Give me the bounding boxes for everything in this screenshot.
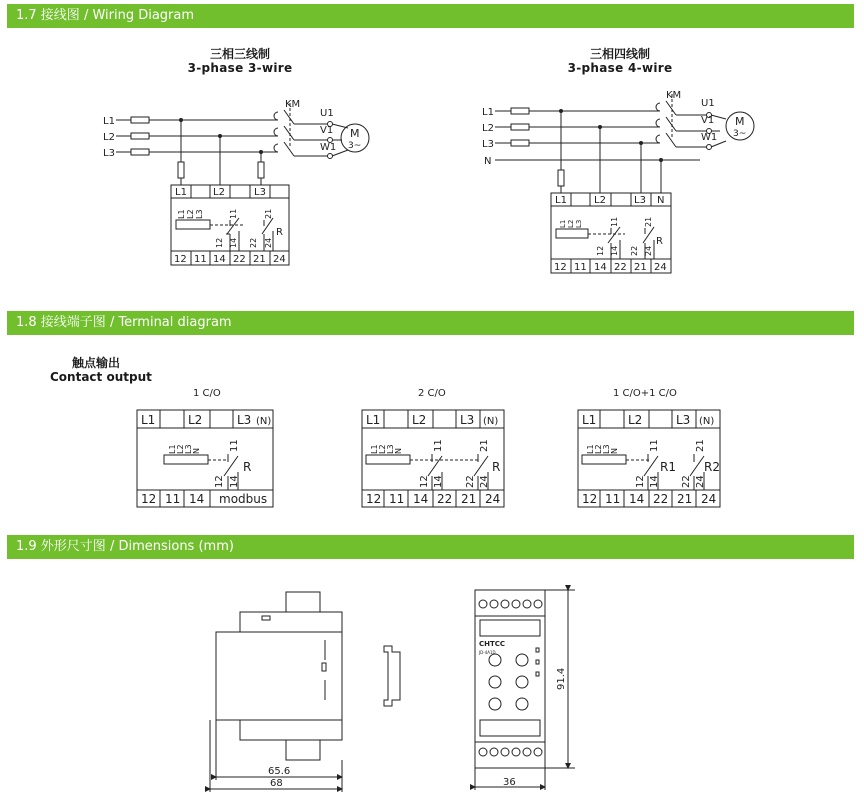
line-l3-label: L3 [103,148,115,159]
t1-contact-14: 14 [229,475,240,488]
motor4-sub-label: 3~ [733,129,747,139]
t2-top-l2: L2 [412,413,427,427]
section-wiring-header: 1.7 接线图 / Wiring Diagram [7,4,854,28]
bottom-term-21: 21 [253,254,266,265]
relay4-r-label: R [656,236,663,247]
motor-sub-label: 3~ [348,141,362,151]
variant-2co-label: 2 C/O [418,388,446,399]
inner4-l3: L3 [575,219,583,228]
bottom-term-14: 14 [213,254,226,265]
contact4-14: 14 [610,245,619,256]
t2-bottom-11: 11 [389,492,405,506]
contact4-21: 21 [644,216,653,227]
bottom-term-22: 22 [233,254,246,265]
contact-output-cn: 触点输出 [72,356,121,370]
t2-bottom-22: 22 [437,492,453,506]
contact-21: 21 [264,208,273,219]
t1-relay-r: R [243,460,252,474]
variant-1co-label: 1 C/O [193,388,221,399]
section-terminal-header: 1.8 接线端子图 / Terminal diagram [7,311,854,335]
t3-contact-22: 22 [681,475,692,488]
bottom-term-11: 11 [194,254,207,265]
bottom4-term-24: 24 [654,262,667,273]
t2-inner-n: N [394,448,403,454]
t2-bottom-24: 24 [485,492,501,506]
km4-label: KM [666,90,682,101]
contact-14: 14 [229,237,238,248]
contact-11: 11 [229,208,238,219]
t3-inner-n: N [610,448,619,454]
line4-n-label: N [484,156,492,167]
t2-inner-l1: L1 [370,444,379,454]
t3-top-l2: L2 [628,413,643,427]
t3-inner-l3: L3 [602,444,611,454]
top4-term-n: N [657,195,665,206]
bottom4-term-11: 11 [574,262,587,273]
t1-inner-l3: L3 [184,444,193,454]
t3-bottom-12: 12 [582,492,598,506]
t1-inner-n: N [192,448,201,454]
t3-top-l1: L1 [582,413,597,427]
t2-contact-24: 24 [479,475,490,488]
t1-contact-12: 12 [214,475,225,488]
contact4-22: 22 [630,245,639,256]
section-dimensions-header: 1.9 外形尺寸图 / Dimensions (mm) [7,535,854,559]
side-view-drawing [210,592,342,792]
t3-inner-l1: L1 [586,444,595,454]
t1-bottom-14: 14 [189,492,205,506]
contact4-11: 11 [610,216,619,227]
t3-top-n: (N) [699,416,715,427]
bottom4-term-22: 22 [614,262,627,273]
bottom4-term-21: 21 [634,262,647,273]
t1-bottom-modbus: modbus [219,492,268,506]
contact-24: 24 [264,237,273,248]
contact-22: 22 [249,237,258,248]
w1-label: W1 [320,142,337,153]
t2-contact-22: 22 [465,475,476,488]
t3-relay-r1: R1 [660,460,676,474]
u1-label: U1 [320,108,334,119]
inner-l1: L1 [177,209,186,219]
contact4-24: 24 [644,245,653,256]
line-l2-label: L2 [103,132,115,143]
motor4-m-label: M [735,115,745,128]
din-rail [384,646,400,706]
contact4-12: 12 [596,245,605,256]
t2-bottom-21: 21 [461,492,477,506]
t3-contact-12: 12 [635,475,646,488]
inner4-l1: L1 [559,219,567,228]
t1-top-l2: L2 [188,413,203,427]
inner4-l2: L2 [567,219,575,228]
v1-4-label: V1 [701,115,715,126]
four-wire-diagram [495,94,754,273]
contact-output-en: Contact output [50,370,152,384]
dim-height: 91.4 [556,667,567,690]
t1-top-l3: L3 [237,413,252,427]
inner-l2: L2 [186,209,195,219]
t3-bottom-22: 22 [653,492,669,506]
line4-l1-label: L1 [482,107,494,118]
top4-term-l2: L2 [594,195,606,206]
t2-top-n: (N) [483,416,499,427]
t1-bottom-12: 12 [141,492,157,506]
t3-relay-r2: R2 [704,460,720,474]
u1-4-label: U1 [701,98,715,109]
t3-contact-21: 21 [695,439,706,452]
four-wire-title-en: 3-phase 4-wire [567,61,673,75]
v1-label: V1 [320,125,334,136]
t3-bottom-24: 24 [701,492,717,506]
contact-12: 12 [215,237,224,248]
t1-contact-11: 11 [229,439,240,452]
t2-bottom-12: 12 [366,492,382,506]
model-text: JD-4A1D [479,650,496,655]
t2-relay-r: R [492,460,501,474]
t1-inner-l1: L1 [168,444,177,454]
t1-top-n: (N) [256,416,272,427]
t2-top-l1: L1 [366,413,381,427]
t1-top-l1: L1 [141,413,156,427]
t3-contact-24: 24 [695,475,706,488]
t2-top-l3: L3 [460,413,475,427]
line-l1-label: L1 [103,116,115,127]
inner-l3: L3 [195,209,204,219]
top-term-l2: L2 [213,187,225,198]
three-wire-title-cn: 三相三线制 [209,47,270,61]
line4-l3-label: L3 [482,139,494,150]
t1-inner-l2: L2 [176,444,185,454]
relay-r-label: R [276,227,283,238]
t2-contact-11: 11 [433,439,444,452]
line4-l2-label: L2 [482,123,494,134]
brand-logo: CHTCC [479,640,506,648]
t3-inner-l2: L2 [594,444,603,454]
t3-top-l3: L3 [676,413,691,427]
t1-bottom-11: 11 [165,492,181,506]
t3-bottom-14: 14 [629,492,645,506]
dim-depth-inner: 65.6 [268,766,291,777]
bottom4-term-14: 14 [594,262,607,273]
t2-contact-14: 14 [433,475,444,488]
t2-inner-l2: L2 [378,444,387,454]
t3-contact-14: 14 [649,475,660,488]
bottom4-term-12: 12 [554,262,567,273]
four-wire-title-cn: 三相四线制 [589,47,650,61]
t3-bottom-11: 11 [605,492,621,506]
top-term-l3: L3 [254,187,266,198]
dim-depth-outer: 68 [270,778,283,789]
t2-bottom-14: 14 [413,492,429,506]
bottom-term-12: 12 [174,254,187,265]
w1-4-label: W1 [701,132,718,143]
t2-contact-21: 21 [479,439,490,452]
dim-width: 36 [503,777,516,788]
variant-1co1co-label: 1 C/O+1 C/O [613,388,677,399]
t2-contact-12: 12 [419,475,430,488]
motor-m-label: M [350,127,360,140]
bottom-term-24: 24 [273,254,286,265]
top4-term-l3: L3 [634,195,646,206]
top4-term-l1: L1 [555,195,567,206]
t3-contact-11: 11 [649,439,660,452]
top-term-l1: L1 [175,187,187,198]
three-wire-title-en: 3-phase 3-wire [187,61,293,75]
km-label: KM [285,99,301,110]
t2-inner-l3: L3 [386,444,395,454]
t3-bottom-21: 21 [677,492,693,506]
